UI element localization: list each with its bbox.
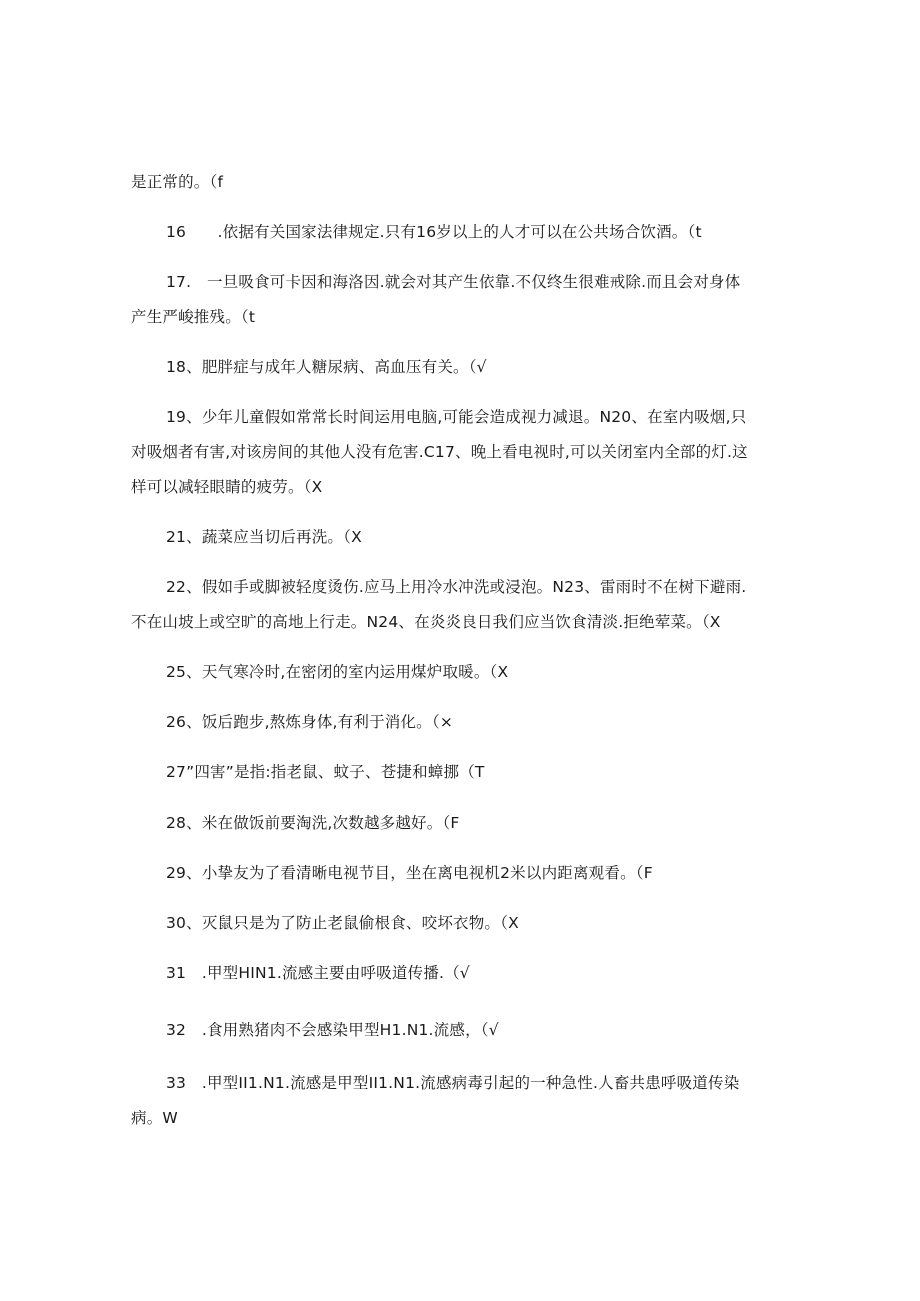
text-line-11: 不在山坡上或空旷的高地上行走。N24、在炎炎良日我们应当饮食清淡.拒绝荤菜。（X [131,613,721,631]
text-line-21: 病。W [131,1109,178,1127]
text-line-1: 是正常的。（f [131,173,224,191]
text-line-17: 30、灭鼠只是为了防止老鼠偷根食、咬坏衣物。（X [166,914,519,932]
text-line-7: 对吸烟者有害,对该房间的其他人没有危害.C17、晚上看电视时,可以关闭室内全部的灯.这 [131,443,748,461]
text-line-12: 25、天气寒冷时,在密闭的室内运用煤炉取暖。（X [166,663,509,681]
text-line-20: 33 .甲型II1.N1.流感是甲型II1.N1.流感病毒引起的一种急性.人畜共患呼吸道传染 [166,1074,740,1092]
text-line-8: 样可以减轻眼睛的疲劳。（X [131,478,323,496]
text-line-16: 29、小挚友为了看清晰电视节目，坐在离电视机2米以内距离观看。（F [166,864,653,882]
text-line-10: 22、假如手或脚被轻度烫伤.应马上用冷水冲洗或浸泡。N23、雷雨时不在树下避雨. [166,578,747,596]
text-line-19: 32 .食用熟猪肉不会感染甲型H1.N1.流感，（√ [166,1021,499,1039]
text-line-3: 17. 一旦吸食可卡因和海洛因.就会对其产生依靠.不仅终生很难戒除.而且会对身体 [166,273,741,291]
text-line-18: 31 .甲型HIN1.流感主要由呼吸道传播.（√ [166,964,470,982]
text-line-4: 产生严峻推残。（t [131,308,256,326]
text-line-2: 16 .依据有关国家法律规定.只有16岁以上的人才可以在公共场合饮酒。（t [166,223,702,241]
text-line-14: 27”四害”是指:指老鼠、蚊子、苍捷和蟑挪（T [166,763,485,781]
text-line-6: 19、少年儿童假如常常长时间运用电脑,可能会造成视力减退。N20、在室内吸烟,只 [166,408,747,426]
text-line-13: 26、饭后跑步,熬炼身体,有利于消化。（× [166,713,454,731]
text-line-5: 18、肥胖症与成年人糖尿病、高血压有关。（√ [166,358,487,376]
text-line-9: 21、蔬菜应当切后再洗。（X [166,528,362,546]
text-line-15: 28、米在做饭前要淘洗,次数越多越好。（F [166,814,460,832]
